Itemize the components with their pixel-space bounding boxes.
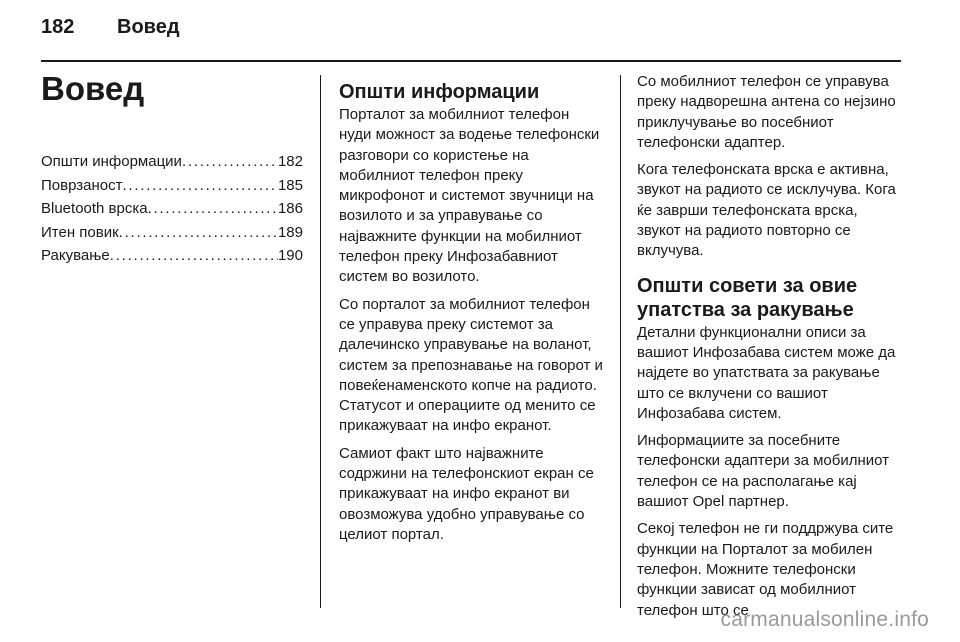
body-paragraph: Секој телефон не ги поддржува сите функции на Порталот за мобилен телефон. Можните телефонски функции зависат од мобилниот телефон што се xyxy=(637,520,894,619)
table-of-contents xyxy=(41,150,303,268)
section-heading: Општи информации xyxy=(339,81,540,103)
body-paragraph: Самиот факт што најважните содржини на телефонскиот екран се прикажуваат на инфо екранот ви овозможува удобно управување со целиот портал. xyxy=(339,444,594,543)
body-paragraph: Информациите за посебните телефонски адаптери за мобилниот телефон се на располагање кај вашиот Opel партнер. xyxy=(637,432,890,511)
column-middle xyxy=(339,72,604,552)
toc-item-page: 182 xyxy=(277,153,303,170)
running-header-title: Вовед xyxy=(117,16,180,38)
toc-leader-dots xyxy=(110,244,278,268)
toc-leader-dots xyxy=(182,150,278,174)
body-paragraph: Кога телефонската врска е активна, звукот на радиото се исклучува. Кога ќе заврши телефонската врска, звукот на радиото повторно се вклучува. xyxy=(637,161,896,260)
body-paragraph: Со мобилниот телефон се управува преку надворешна антена со нејзино приклучување во посебниот телефонски адаптер. xyxy=(637,73,896,151)
toc-item[interactable] xyxy=(41,150,303,174)
body-paragraph: Порталот за мобилниот телефон нуди можност за водење телефонски разговори со користење на мобилниот телефон преку микрофонот и системот звучници на возилото и за управување со најважните функции на мобилниот телефон преку Инфозабавниот систем во возилото. xyxy=(339,106,600,286)
header-rule xyxy=(41,60,901,62)
column-divider-right xyxy=(620,75,621,608)
page-number: 182 xyxy=(41,16,75,38)
body-paragraph: Со порталот за мобилниот телефон се управува преку системот за далечинско управување на воланот, систем за препознавање на говорот и повеќенаменското копче на радиото. Статусот и операциите од менито се прикажуваат на инфо екранот. xyxy=(339,295,603,435)
column-right xyxy=(637,72,905,628)
toc-item[interactable] xyxy=(41,244,303,268)
toc-leader-dots xyxy=(122,174,277,198)
toc-item[interactable] xyxy=(41,174,303,198)
toc-item-page: 186 xyxy=(277,200,303,218)
toc-item-label: Ракување xyxy=(41,247,110,265)
section-heading: Општи совети за овие упатства за ракување xyxy=(637,274,858,321)
toc-item-label: Општи информации xyxy=(41,153,182,170)
toc-item-page: 189 xyxy=(277,223,303,241)
toc-item-page: 185 xyxy=(277,176,303,194)
toc-item[interactable] xyxy=(41,197,303,221)
toc-item[interactable] xyxy=(41,221,303,245)
toc-item-label: Итен повик xyxy=(41,223,119,241)
column-divider-left xyxy=(320,75,321,608)
toc-item-page: 190 xyxy=(277,247,303,265)
toc-item-label: Поврзаност xyxy=(41,176,123,194)
watermark: carmanualsonline.info xyxy=(720,608,929,631)
toc-leader-dots xyxy=(148,197,278,221)
toc-item-label: Bluetooth врска xyxy=(41,200,148,218)
toc-leader-dots xyxy=(119,221,278,245)
chapter-title: Вовед xyxy=(41,70,145,107)
body-paragraph: Детални функционални описи за вашиот Инфозабава систем може да најдете во упатствата за ракување што се вклучени со вашиот Инфозабава систем. xyxy=(637,323,896,422)
